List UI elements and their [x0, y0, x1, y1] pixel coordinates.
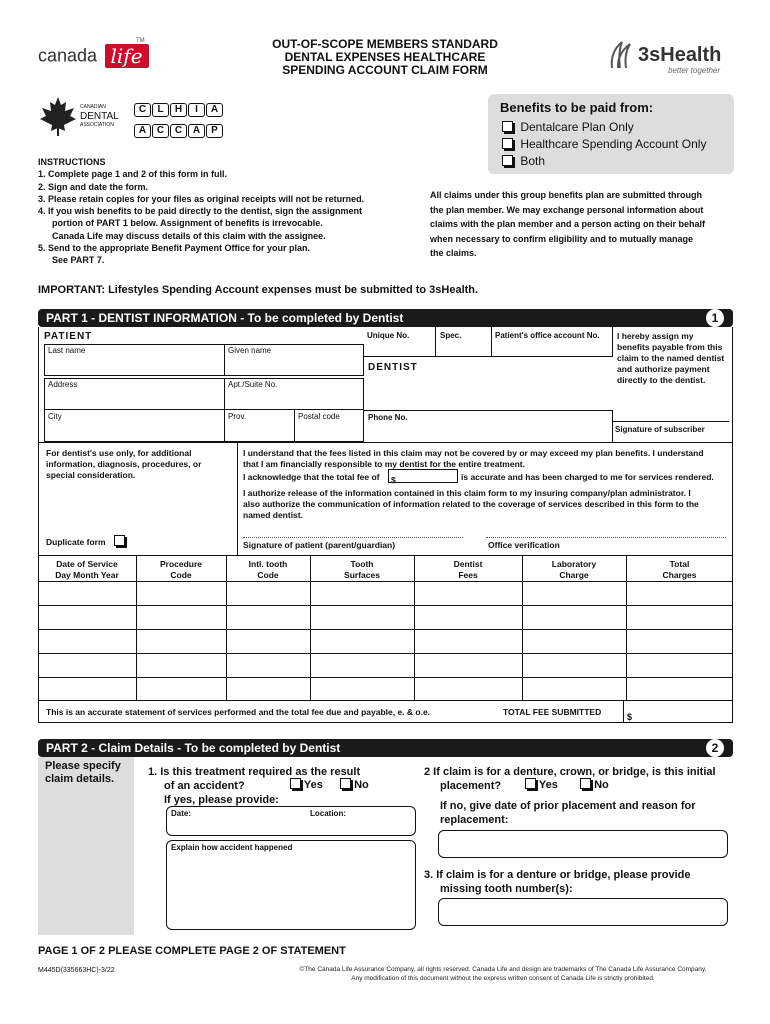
instruction-item: 1. Complete page 1 and 2 of this form in full.: [38, 169, 228, 180]
missing-teeth-field[interactable]: [438, 898, 728, 926]
col-header-line: Procedure: [159, 559, 203, 569]
statement-text: This is an accurate statement of services performed and the total fee due and payable, e. & o.e.: [46, 707, 431, 717]
logo-letter: H: [170, 103, 187, 117]
trademark: TM: [136, 38, 145, 44]
cda-text-line: CANADIAN: [80, 104, 106, 110]
logo-letter: A: [206, 103, 223, 117]
q2-yes-checkbox[interactable]: [525, 778, 536, 789]
acknowledge-post: is accurate and has been charged to me for services rendered.: [461, 472, 714, 482]
postal-label: Postal code: [298, 412, 340, 421]
maple-leaf-icon: [38, 95, 78, 137]
privacy-line: when necessary to confirm eligibility and to mutually manage: [430, 233, 694, 244]
col-header-line: Charge: [559, 570, 589, 580]
col-divider: [522, 555, 523, 700]
subscriber-signature-field[interactable]: [613, 390, 729, 422]
address-label: Address: [48, 380, 78, 389]
row-divider: [38, 653, 733, 654]
part2-number: 2: [706, 739, 724, 757]
understand-line: I understand that the fees listed in this claim may not be covered by or may exceed my plan benefits. I understand: [243, 448, 704, 458]
row-divider: [38, 605, 733, 606]
dentist-use-line: information, diagnosis, procedures, or: [46, 459, 202, 469]
assignment-text: [617, 331, 724, 386]
3shealth-logo: [608, 38, 738, 78]
q2-line: replacement:: [440, 814, 509, 826]
col-header-line: Tooth: [350, 559, 374, 569]
accident-explanation-field[interactable]: [166, 840, 416, 930]
subscriber-signature-label: Signature of subscriber: [615, 425, 705, 434]
q1-no-checkbox[interactable]: [340, 778, 351, 789]
q1-line: 1. Is this treatment required as the result: [148, 766, 361, 778]
understand-line: that I am financially responsible to my dentist for the entire treatment.: [243, 459, 525, 469]
authorize-line: I authorize release of the information contained in this claim form to my insuring company/plan administrator. I: [243, 488, 691, 498]
city-label: City: [48, 412, 62, 421]
q2-no-label: No: [594, 779, 609, 791]
benefits-option[interactable]: [502, 120, 634, 134]
instruction-item: portion of PART 1 below. Assignment of benefits is irrevocable.: [52, 218, 323, 229]
office-verification-field[interactable]: [486, 520, 726, 538]
dentist-use-line: For dentist's use only, for additional: [46, 448, 192, 458]
col-header-line: Surfaces: [344, 570, 380, 580]
specify-line: Please specify: [45, 760, 121, 772]
col-header-line: Charges: [662, 570, 697, 580]
prior-placement-field[interactable]: [438, 830, 728, 858]
col-header-line: Date of Service: [56, 559, 118, 569]
instructions-title: INSTRUCTIONS: [38, 157, 106, 167]
form-code: M445D(335663HC)-3/22: [38, 967, 115, 974]
benefits-box: [488, 94, 734, 174]
assignment-line: I hereby assign my: [617, 331, 694, 341]
benefits-option-label: Dentalcare Plan Only: [520, 120, 634, 134]
logo-letter: C: [170, 124, 187, 138]
given-name-label: Given name: [228, 346, 272, 355]
3shealth-icon: [608, 38, 634, 72]
total-dollar-sign: $: [627, 712, 633, 722]
q1-no[interactable]: [340, 778, 369, 791]
col-header-line: Laboratory: [551, 559, 597, 569]
part2-title: PART 2 - Claim Details - To be completed by Dentist: [46, 741, 341, 755]
q2-yes[interactable]: [525, 778, 558, 791]
col-header-line: Total: [669, 559, 690, 569]
q3-line: missing tooth number(s):: [440, 883, 573, 895]
col-header-line: Dentist: [453, 559, 483, 569]
city-field[interactable]: [44, 410, 224, 442]
q2-line: placement?: [440, 780, 502, 792]
explain-label: Explain how accident happened: [171, 843, 293, 852]
specify-text: [45, 760, 121, 786]
apt-label: Apt./Suite No.: [228, 380, 278, 389]
cda-text: [80, 103, 119, 130]
dentist-info-field[interactable]: [364, 357, 613, 411]
logo-letter: A: [188, 124, 205, 138]
col-divider: [226, 555, 227, 700]
legal-line: Any modification of this document without the express written consent of Canada Life is strictly prohibited.: [351, 975, 655, 982]
logo-letter: C: [152, 124, 169, 138]
benefits-option-label: Both: [520, 154, 546, 168]
col-divider: [310, 555, 311, 700]
acknowledge-row: [243, 472, 380, 482]
understand-text: [243, 448, 704, 470]
logo-letter: L: [152, 103, 169, 117]
canada-life-logo-text: canada: [38, 45, 98, 66]
spec-label: Spec.: [440, 331, 462, 340]
privacy-line: claims with the plan member and a person acting on their behalf: [430, 219, 706, 229]
part1-header: [38, 309, 733, 327]
total-fee-label: TOTAL FEE SUBMITTED: [503, 707, 602, 717]
row-divider: [38, 677, 733, 678]
duplicate-form[interactable]: [46, 535, 125, 547]
benefits-option[interactable]: [502, 154, 545, 168]
dentist-use-line: special consideration.: [46, 470, 136, 480]
part1-number: 1: [706, 309, 724, 327]
col-header: [226, 559, 310, 581]
instruction-item: Canada Life may discuss details of this claim with the assignee.: [52, 230, 326, 241]
col-header-line: Fees: [458, 570, 478, 580]
authorize-line: also authorize the communication of information related to the coverage of services described in this form to the: [243, 499, 699, 509]
instruction-item: 4. If you wish benefits to be paid directly to the dentist, sign the assignment: [38, 206, 363, 217]
cda-logo: [38, 95, 128, 139]
benefits-option-label: Healthcare Spending Account Only: [520, 137, 707, 151]
instruction-item: 5. Send to the appropriate Benefit Payment Office for your plan.: [38, 243, 311, 254]
both-checkbox[interactable]: [502, 155, 513, 166]
form-title-line: DENTAL EXPENSES HEALTHCARE: [284, 50, 486, 64]
privacy-line: the plan member. We may exchange personal information about: [430, 204, 704, 215]
assignment-line: benefits payable from this: [617, 342, 723, 352]
col-divider: [414, 555, 415, 700]
logo-letter: I: [188, 103, 205, 117]
q2-yes-label: Yes: [538, 779, 558, 791]
form-title: [240, 38, 530, 77]
authorize-line: named dentist.: [243, 510, 303, 520]
specify-line: claim details.: [45, 773, 115, 785]
legal-line: ©The Canada Life Assurance Company, all rights reserved. Canada Life and design are trademarks of The Canada Life Assurance Company.: [299, 966, 707, 973]
benefits-option[interactable]: [502, 137, 706, 151]
col-divider: [626, 555, 627, 700]
col-header-line: Code: [257, 570, 279, 580]
instruction-item: See PART 7.: [52, 255, 105, 266]
prov-label: Prov.: [228, 412, 247, 421]
col-header: [414, 559, 522, 581]
col-header-line: Code: [170, 570, 192, 580]
phone-label: Phone No.: [368, 413, 408, 422]
office-account-label: Patient's office account No.: [495, 331, 600, 340]
col-header: [136, 559, 226, 581]
q2-no[interactable]: [580, 778, 609, 791]
patient-label: PATIENT: [44, 331, 93, 342]
location-label: Location:: [310, 809, 346, 818]
col-header-line: Intl. tooth: [248, 559, 288, 569]
instruction-item: 3. Please retain copies for your files as original receipts will not be returned.: [38, 193, 365, 204]
last-name-label: Last name: [48, 346, 86, 355]
q2-line: 2 If claim is for a denture, crown, or bridge, is this initial: [424, 766, 716, 778]
form-title-line: OUT-OF-SCOPE MEMBERS STANDARD: [272, 37, 498, 51]
q1-line: of an accident?: [164, 780, 245, 792]
hsa-checkbox[interactable]: [502, 138, 513, 149]
total-fee-submitted-field[interactable]: [623, 700, 733, 723]
date-label: Date:: [171, 809, 192, 818]
duplicate-checkbox[interactable]: [114, 535, 125, 546]
q1-yes-label: Yes: [303, 779, 323, 791]
authorize-text: [243, 488, 699, 521]
duplicate-form-label: Duplicate form: [46, 537, 106, 547]
cda-text-line: DENTAL: [80, 111, 119, 122]
3shealth-name: 3sHealth: [638, 44, 722, 66]
q3-line: 3. If claim is for a denture or bridge, please provide: [424, 869, 691, 881]
logo-letter: A: [134, 124, 151, 138]
dentist-label: DENTIST: [368, 362, 418, 373]
clhia-row: [134, 99, 224, 117]
dollar-sign: $: [391, 475, 396, 485]
col-header: [38, 559, 136, 581]
col-header: [626, 559, 733, 581]
q1-yes[interactable]: [290, 778, 323, 791]
q2-line: If no, give date of prior placement and reason for: [440, 800, 696, 812]
q1-yes-checkbox[interactable]: [290, 778, 301, 789]
privacy-text: [430, 188, 740, 261]
accident-date-location-field[interactable]: [166, 806, 416, 836]
canada-life-logo-life: life: [110, 44, 143, 68]
instruction-item: 2. Sign and date the form.: [38, 181, 149, 192]
services-table: [38, 555, 733, 705]
acknowledge-pre: I acknowledge that the total fee of: [243, 472, 380, 482]
q2-text: [424, 765, 716, 827]
clhia-logo: [134, 99, 224, 138]
form-title-line: SPENDING ACCOUNT CLAIM FORM: [282, 63, 488, 77]
accap-row: [134, 120, 224, 138]
logo-letter: P: [206, 124, 223, 138]
cda-text-line: ASSOCIATION: [80, 122, 114, 128]
q3-text: [424, 868, 691, 896]
privacy-line: All claims under this group benefits plan are submitted through: [430, 190, 703, 200]
logo-letter: C: [134, 103, 151, 117]
privacy-line: the claims.: [430, 248, 477, 258]
legal-text: [268, 965, 738, 983]
canada-life-logo-mark: [105, 44, 149, 68]
q1-no-label: No: [354, 779, 369, 791]
page-indicator: PAGE 1 OF 2 PLEASE COMPLETE PAGE 2 OF STATEMENT: [38, 945, 346, 957]
row-divider: [38, 629, 733, 630]
benefits-title: Benefits to be paid from:: [500, 100, 654, 115]
office-verification-label: Office verification: [488, 540, 560, 550]
dentalcare-checkbox[interactable]: [502, 121, 513, 132]
important-note: IMPORTANT: Lifestyles Spending Account expenses must be submitted to 3sHealth.: [38, 284, 479, 296]
col-header: [522, 559, 626, 581]
instructions: [38, 156, 418, 267]
3shealth-tagline: better together: [668, 66, 721, 75]
assignment-line: directly to the dentist.: [617, 375, 706, 385]
assignment-line: claim to the named dentist: [617, 353, 725, 363]
patient-signature-field[interactable]: [243, 520, 463, 538]
col-divider: [136, 555, 137, 700]
assignment-line: and authorize payment: [617, 364, 710, 374]
total-fee-field[interactable]: [388, 469, 458, 483]
canada-life-logo: [38, 38, 149, 72]
col-header: [310, 559, 414, 581]
unique-no-label: Unique No.: [367, 331, 410, 340]
q1-text: [148, 765, 360, 807]
part2-header: [38, 739, 733, 757]
q2-no-checkbox[interactable]: [580, 778, 591, 789]
patient-signature-label: Signature of patient (parent/guardian): [243, 540, 396, 550]
col-header-line: Day Month Year: [55, 570, 119, 580]
q1-line: If yes, please provide:: [164, 794, 279, 806]
part1-title: PART 1 - DENTIST INFORMATION - To be completed by Dentist: [46, 311, 404, 325]
row-divider: [38, 581, 733, 582]
